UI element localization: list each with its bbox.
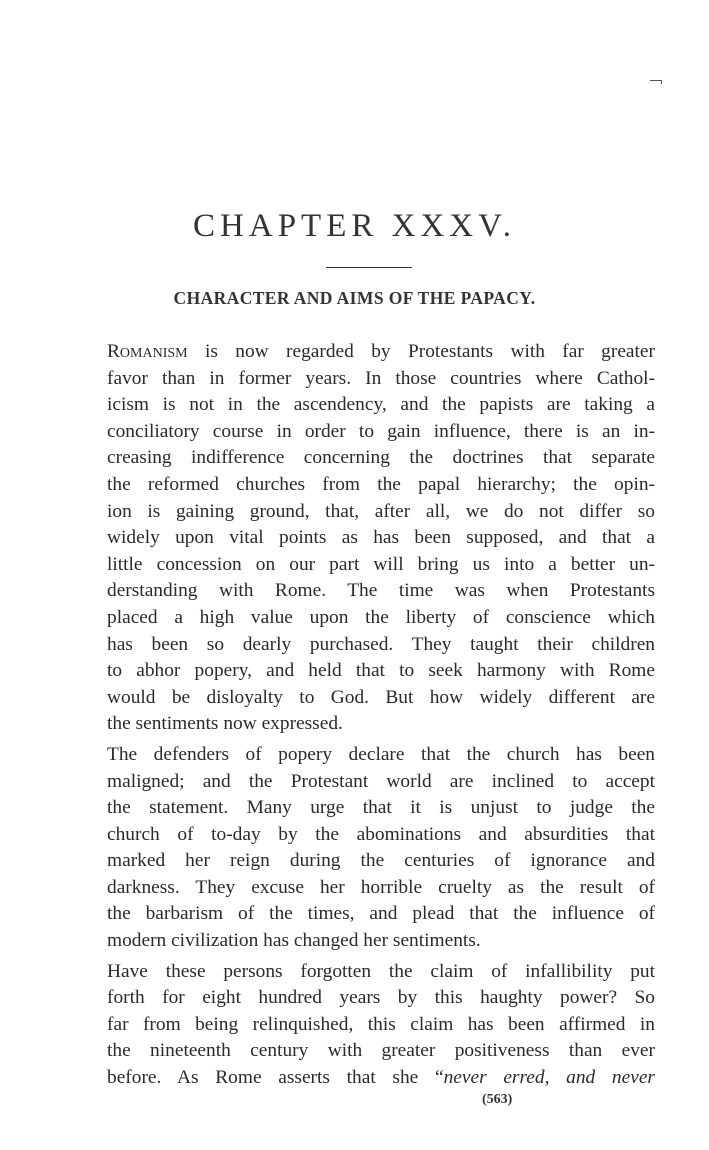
paragraph-1 [107,339,655,738]
text-line: far from being relinquished, this claim has been affirmed in [107,1013,655,1035]
paragraph-3 [107,959,655,1092]
lead-word: Romanism [107,341,188,362]
text-line: little concession on our part will bring us into a better un- [107,553,655,575]
text-line: widely upon vital points as has been supposed, and that a [107,527,655,549]
text-line: favor than in former years. In those countries where Cathol- [107,367,655,389]
text-line: the sentiments now expressed. [107,713,343,735]
title-rule [326,267,412,268]
text-line: placed a high value upon the liberty of conscience which [107,606,655,628]
text-line-content: is now regarded by Protestants with far greater [204,341,655,362]
text-line: modern civilization has changed her sentiments. [107,930,481,952]
text-line: Have these persons forgotten the claim of infallibility put [107,960,655,982]
text-line-content: before. As Rome asserts that she “ [107,1067,444,1089]
text-line: forth for eight hundred years by this haughty power? So [107,987,655,1009]
chapter-title: CHAPTER XXXV. [193,208,516,244]
quoted-text: never erred, and never [443,1067,655,1089]
text-line: creasing indifference concerning the doctrines that separate [107,447,655,469]
text-line [107,339,655,366]
page-number: (563) [482,1092,513,1107]
text-line: the barbarism of the times, and plead that the influence of [107,903,655,925]
text-line: the statement. Many urge that it is unjust to judge the [107,797,655,819]
paragraph-2 [107,742,655,955]
text-line: darkness. They excuse her horrible cruelty as the result of [107,876,655,898]
text-line: would be disloyalty to God. But how widely different are [107,686,655,708]
text-line: the reformed churches from the papal hierarchy; the opin- [107,473,655,495]
text-line: has been so dearly purchased. They taught their children [107,633,655,655]
text-line: church of to-day by the abominations and absurdities that [107,823,655,845]
text-line: The defenders of popery declare that the church has been [107,743,655,765]
text-line: derstanding with Rome. The time was when Protestants [107,580,655,602]
text-line: to abhor popery, and held that to seek harmony with Rome [107,660,655,682]
text-line [107,1065,655,1092]
corner-mark [650,80,662,81]
text-line: marked her reign during the centuries of ignorance and [107,850,655,872]
body-text [107,339,655,1096]
text-line: ion is gaining ground, that, after all, we do not differ so [107,500,655,522]
text-line: conciliatory course in order to gain influence, there is an in- [107,420,655,442]
chapter-subtitle: CHARACTER AND AIMS OF THE PAPACY. [173,288,536,308]
text-line: maligned; and the Protestant world are inclined to accept [107,770,655,792]
text-line: icism is not in the ascendency, and the papists are taking a [107,394,655,416]
text-line: the nineteenth century with greater positiveness than ever [107,1040,655,1062]
